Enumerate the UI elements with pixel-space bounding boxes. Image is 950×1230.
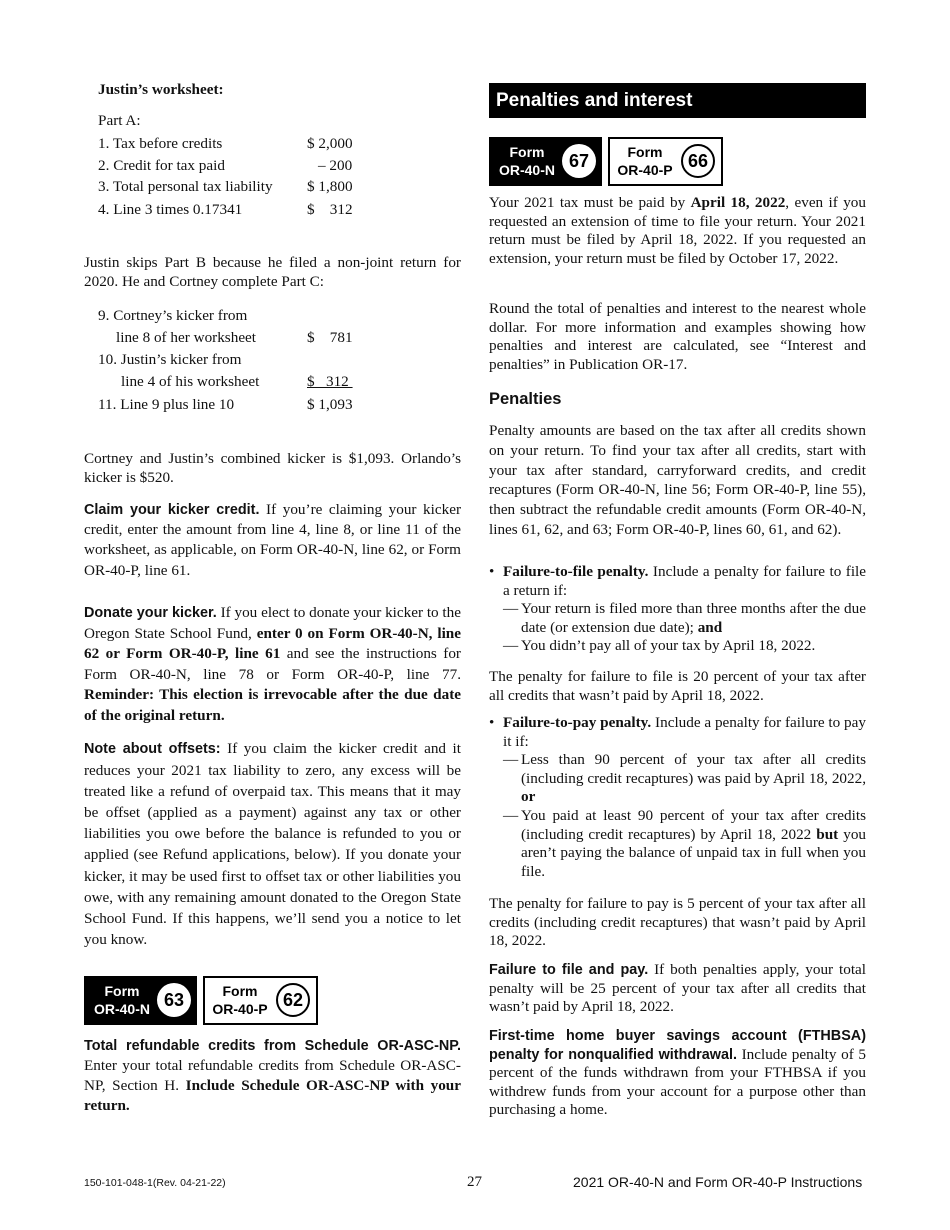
badge-line-number: 67 (562, 144, 596, 178)
offsets-body: If you claim the kicker credit and it reduces your 2021 tax liability to zero, any excess will be treated like a refund of overpaid tax. This means that it may be offset (applied as a payment) against any tax or other liabilities you owe before the balance is refunded to you or applied (see Refund applications, below). If you donate your kicker, it may be used first to offset tax or other liabilities you owe, with any remaining amount donated to the Oregon State School Fund. If this happens, we’ll send you a notice to let you know. (84, 740, 461, 948)
badge-form-name: OR-40-N (93, 1001, 150, 1017)
combined-kicker-note (84, 449, 461, 487)
payment-due-paragraph (489, 194, 866, 268)
part-c-amount: $ 312 (307, 373, 353, 390)
failure-to-file-rate (489, 667, 866, 705)
worksheet-line-amount: $ 2,000 (307, 135, 353, 152)
worksheet-line-label: 4. Line 3 times 0.17341 (98, 201, 243, 218)
paragraph: Penalty amounts are based on the tax after all credits shown on your return. To find your tax after all credits, start with your tax after standard, carryforward credits, and credit recaptures (Form OR-40-N, line 56; Form OR-40-P, line 55), then subtract the refundable credit amounts (Form OR-40-N, lines 61, 62, and 63; Form OR-40-P, lines 60, 61, and 62). (489, 422, 866, 538)
bullet-text: Include a penalty for failure to pay it if: (503, 714, 866, 750)
worksheet-line-label: 1. Tax before credits (98, 135, 223, 152)
badge-form-name: OR-40-N (498, 162, 555, 178)
refundable-emphasis: Include Schedule OR-ASC-NP with your return. (84, 1077, 461, 1114)
penalties-subheading: Penalties (489, 390, 562, 408)
worksheet-line-amount: $ 1,800 (307, 178, 353, 195)
section-heading: First-time home buyer savings account (FTHBSA) penalty for nonqualified withdrawal. (489, 1028, 866, 1063)
penalty-basis-paragraph (489, 421, 866, 540)
bullet-item (489, 714, 866, 751)
section-text: Include penalty of 5 percent of the funds withdrawn from your FTHBSA if you withdrew funds from your account for a purpose other than purchasing a home. (489, 1045, 866, 1119)
worksheet-line-label: 3. Total personal tax liability (98, 178, 273, 195)
paragraph: The penalty for failure to file is 20 percent of your tax after all credits that wasn’t paid by April 18, 2022. (489, 668, 866, 704)
dash-emphasis: but (816, 825, 839, 843)
part-c-label: 9. Cortney’s kicker from (98, 307, 248, 324)
form-or40p-line-62-badge (203, 976, 318, 1025)
badge-form-name: OR-40-P (212, 1001, 268, 1017)
worksheet-line-amount: – 200 (318, 157, 353, 174)
part-c-label: line 8 of her worksheet (116, 329, 257, 346)
dash-item: — You paid at least 90 percent of your tax after credits (including credit recaptures) by April 18, 2022 but you aren’t paying the balance of unpaid tax in full when you file. (503, 806, 867, 880)
badge-line-number: 62 (276, 983, 310, 1017)
part-b-skip-note (84, 253, 461, 291)
offsets-section (84, 738, 461, 950)
due-date: April 18, 2022 (690, 194, 786, 211)
claim-kicker-section (84, 500, 461, 581)
dash-text: Less than 90 percent of your tax after all credits (including credit recaptures) was paid by April 18, 2022, (521, 751, 866, 787)
worksheet-title: Justin’s worksheet: (98, 81, 224, 98)
badge-form-label: Form (627, 144, 663, 160)
dash-text: You paid at least 90 percent of your tax after credits (including credit recaptures) by April 18, 2022 (521, 806, 866, 843)
donate-reminder: Reminder: This election is irrevocable after the due date of the original return. (84, 686, 461, 724)
worksheet-line-label: 2. Credit for tax paid (98, 157, 225, 174)
bullet-item (489, 563, 866, 600)
part-c-label: line 4 of his worksheet (121, 373, 260, 390)
badge-form-name: OR-40-P (617, 162, 673, 178)
paragraph: Cortney and Justin’s combined kicker is $1,093. Orlando’s kicker is $520. (84, 450, 461, 486)
claim-body: If you’re claiming your kicker credit, enter the amount from line 4, line 8, or line 11 of the worksheet, as applicable, on Form OR-40-N, line 62, or Form OR-40-P, line 61. (84, 501, 461, 579)
donate-text: and see the instructions for Form OR-40-N, line 78 or Form OR-40-P, line 77. (84, 645, 461, 683)
refundable-text: Enter your total refundable credits from Schedule OR-ASC-NP, Section H. (84, 1057, 461, 1094)
dash-emphasis: and (693, 618, 723, 636)
form-or40n-line-63-badge (84, 976, 197, 1025)
donate-text: If you elect to donate your kicker to the Oregon State School Fund, (84, 604, 461, 642)
document-title: 2021 OR-40-N and Form OR-40-P Instructions (573, 1174, 863, 1190)
part-c-label: 10. Justin’s kicker from (98, 351, 242, 368)
failure-file-and-pay-section (489, 961, 866, 1017)
part-c-label: 11. Line 9 plus line 10 (98, 396, 235, 413)
penalties-interest-heading: Penalties and interest (489, 83, 866, 118)
form-or40n-line-67-badge (489, 137, 602, 186)
paragraph: The penalty for failure to pay is 5 percent of your tax after all credits (including credit recaptures) that wasn’t paid by April 18, 2022. (489, 895, 866, 950)
paragraph: Justin skips Part B because he filed a non-joint return for 2020. He and Cortney complete Part C: (84, 254, 461, 290)
refundable-heading: Total refundable credits from Schedule OR-ASC-NP. (84, 1038, 461, 1054)
paragraph: Round the total of penalties and interest to the nearest whole dollar. For more information and examples showing how penalties and interest are calculated, see “Interest and penalties” in Publication OR-17. (489, 300, 866, 373)
fthbsa-section (489, 1027, 866, 1120)
refundable-credits-section (84, 1036, 461, 1116)
section-heading: Failure to file and pay. (489, 962, 649, 978)
badge-form-label: Form (104, 983, 140, 999)
worksheet-part-a: Part A: (98, 112, 141, 129)
section-text: If both penalties apply, your total penalty will be 25 percent of your tax after all credits that wasn’t paid by April 18, 2022. (489, 961, 866, 1016)
badge-line-number: 63 (157, 983, 191, 1017)
form-revision-code: 150-101-048-1(Rev. 04-21-22) (84, 1177, 226, 1189)
dash-emphasis: or (521, 788, 536, 806)
bullet-text: Include a penalty for failure to file a return if: (503, 563, 867, 599)
part-c-amount: $ 1,093 (307, 396, 353, 413)
dash-text: Your return is filed more than three months after the due date (or extension due date); (521, 600, 866, 636)
bullet-heading: Failure-to-file penalty. (503, 563, 649, 580)
dash-text: you aren’t paying the balance of unpaid tax in full when you file. (521, 825, 867, 880)
badge-line-number: 66 (681, 144, 715, 178)
dash-text: You didn’t pay all of your tax by April 18, 2022. (521, 637, 816, 655)
badge-form-label: Form (222, 983, 258, 999)
dash-item: — Your return is filed more than three months after the due date (or extension due date); and (503, 600, 866, 636)
dash-item: — Less than 90 percent of your tax after all credits (including credit recaptures) was paid by April 18, 2022, or (503, 751, 866, 806)
badge-form-label: Form (509, 144, 545, 160)
dash-item: — You didn’t pay all of your tax by April 18, 2022. (503, 637, 816, 655)
donate-emphasis: enter 0 on Form OR-40-N, line 62 or Form OR-40-P, line 61 (84, 624, 461, 663)
form-or40p-line-66-badge (608, 137, 723, 186)
offsets-heading: Note about offsets: (84, 741, 221, 757)
donate-heading: Donate your kicker. (84, 605, 217, 621)
part-c-amount: $ 781 (307, 329, 353, 346)
claim-heading: Claim your kicker credit. (84, 502, 260, 518)
text: Your 2021 tax must be paid by (489, 194, 691, 211)
failure-to-pay-rate (489, 895, 866, 951)
donate-kicker-section (84, 603, 461, 727)
page-number: 27 (467, 1174, 482, 1190)
bullet-heading: Failure-to-pay penalty. (503, 714, 652, 731)
text: , even if you requested an extension of time to file your return. Your 2021 return must be filed by April 18, 2022. If you requested an extension, your return must be filed by October 17, 2022. (489, 194, 866, 267)
worksheet-line-amount: $ 312 (307, 201, 353, 218)
failure-to-pay-section (489, 714, 866, 881)
failure-to-file-section (489, 563, 866, 656)
rounding-paragraph (489, 300, 866, 374)
